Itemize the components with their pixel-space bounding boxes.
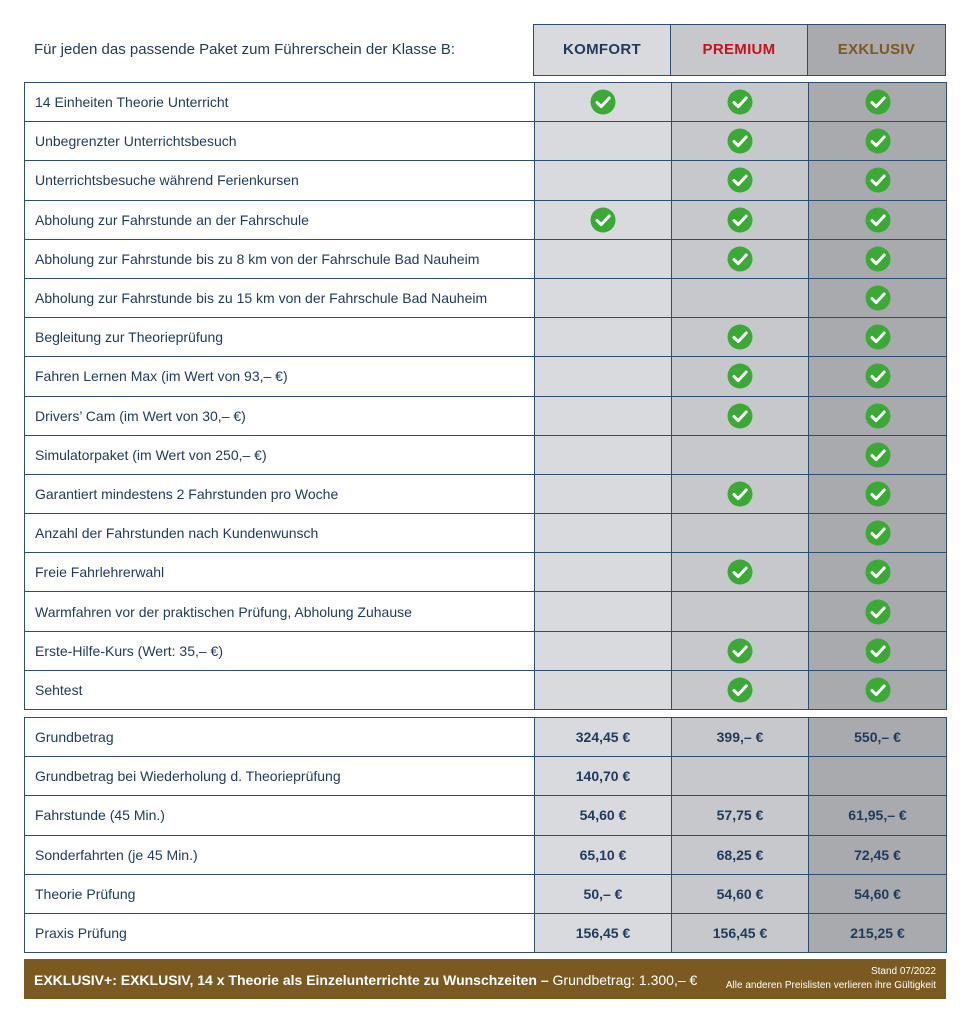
price-cell-komfort: 156,45 € bbox=[535, 913, 672, 952]
price-cell-premium: 57,75 € bbox=[672, 796, 809, 835]
price-row bbox=[25, 757, 947, 796]
check-icon bbox=[727, 207, 753, 233]
feature-cell-exklusiv bbox=[809, 239, 947, 278]
price-row bbox=[25, 835, 947, 874]
check-icon bbox=[865, 481, 891, 507]
feature-row bbox=[25, 670, 947, 709]
feature-cell-komfort bbox=[535, 278, 672, 317]
check-icon bbox=[865, 403, 891, 429]
feature-cell-exklusiv bbox=[809, 200, 947, 239]
feature-label: Begleitung zur Theorieprüfung bbox=[25, 318, 535, 357]
price-cell-exklusiv bbox=[809, 757, 947, 796]
price-cell-komfort: 140,70 € bbox=[535, 757, 672, 796]
feature-cell-exklusiv bbox=[809, 474, 947, 513]
price-cell-exklusiv: 550,– € bbox=[809, 718, 947, 757]
price-cell-premium: 54,60 € bbox=[672, 874, 809, 913]
feature-label: Abholung zur Fahrstunde bis zu 15 km von der Fahrschule Bad Nauheim bbox=[25, 278, 535, 317]
feature-cell-exklusiv bbox=[809, 553, 947, 592]
page-title: Für jeden das passende Paket zum Führerschein der Klasse B: bbox=[34, 41, 456, 58]
column-header-exklusiv: EXKLUSIV bbox=[807, 24, 946, 76]
feature-cell-komfort bbox=[535, 161, 672, 200]
check-icon bbox=[727, 481, 753, 507]
feature-cell-komfort bbox=[535, 631, 672, 670]
check-icon bbox=[727, 403, 753, 429]
feature-cell-komfort bbox=[535, 514, 672, 553]
feature-row bbox=[25, 396, 947, 435]
feature-label: Freie Fahrlehrerwahl bbox=[25, 553, 535, 592]
feature-cell-exklusiv bbox=[809, 122, 947, 161]
feature-label: Fahren Lernen Max (im Wert von 93,– €) bbox=[25, 357, 535, 396]
feature-cell-premium bbox=[672, 670, 809, 709]
price-label: Sonderfahrten (je 45 Min.) bbox=[25, 835, 535, 874]
footer-stand: Stand 07/2022 bbox=[870, 966, 936, 977]
feature-cell-komfort bbox=[535, 122, 672, 161]
check-icon bbox=[727, 363, 753, 389]
feature-label: Drivers’ Cam (im Wert von 30,– €) bbox=[25, 396, 535, 435]
feature-cell-exklusiv bbox=[809, 278, 947, 317]
feature-cell-komfort bbox=[535, 553, 672, 592]
check-icon bbox=[865, 638, 891, 664]
check-icon bbox=[865, 559, 891, 585]
feature-label: 14 Einheiten Theorie Unterricht bbox=[25, 83, 535, 122]
price-cell-premium: 156,45 € bbox=[672, 913, 809, 952]
feature-cell-premium bbox=[672, 318, 809, 357]
feature-label: Simulatorpaket (im Wert von 250,– €) bbox=[25, 435, 535, 474]
feature-cell-premium bbox=[672, 631, 809, 670]
feature-cell-komfort bbox=[535, 396, 672, 435]
feature-cell-exklusiv bbox=[809, 435, 947, 474]
check-icon bbox=[727, 246, 753, 272]
check-icon bbox=[865, 285, 891, 311]
feature-cell-komfort bbox=[535, 670, 672, 709]
check-icon bbox=[865, 89, 891, 115]
check-icon bbox=[727, 638, 753, 664]
check-icon bbox=[865, 442, 891, 468]
check-icon bbox=[727, 167, 753, 193]
price-cell-premium: 68,25 € bbox=[672, 835, 809, 874]
footer-offer-title: EXKLUSIV+: EXKLUSIV, 14 x Theorie als Einzelunterrichte zu Wunschzeiten – bbox=[34, 972, 549, 988]
check-icon bbox=[727, 89, 753, 115]
price-cell-komfort: 54,60 € bbox=[535, 796, 672, 835]
feature-row bbox=[25, 83, 947, 122]
feature-row bbox=[25, 357, 947, 396]
feature-cell-komfort bbox=[535, 474, 672, 513]
feature-cell-exklusiv bbox=[809, 670, 947, 709]
feature-row bbox=[25, 592, 947, 631]
feature-cell-komfort bbox=[535, 200, 672, 239]
feature-cell-exklusiv bbox=[809, 514, 947, 553]
footer-notice: Alle anderen Preislisten verlieren ihre Gültigkeit bbox=[725, 980, 936, 991]
check-icon bbox=[865, 599, 891, 625]
feature-row bbox=[25, 200, 947, 239]
price-cell-komfort: 50,– € bbox=[535, 874, 672, 913]
feature-cell-komfort bbox=[535, 83, 672, 122]
features-table bbox=[24, 82, 947, 710]
feature-cell-komfort bbox=[535, 318, 672, 357]
feature-cell-komfort bbox=[535, 239, 672, 278]
feature-cell-exklusiv bbox=[809, 318, 947, 357]
price-cell-exklusiv: 61,95,– € bbox=[809, 796, 947, 835]
footer-offer bbox=[34, 959, 697, 999]
check-icon bbox=[727, 677, 753, 703]
feature-cell-komfort bbox=[535, 592, 672, 631]
feature-label: Erste-Hilfe-Kurs (Wert: 35,– €) bbox=[25, 631, 535, 670]
price-cell-exklusiv: 72,45 € bbox=[809, 835, 947, 874]
price-label: Grundbetrag bbox=[25, 718, 535, 757]
check-icon bbox=[727, 559, 753, 585]
price-label: Grundbetrag bei Wiederholung d. Theorieprüfung bbox=[25, 757, 535, 796]
feature-label: Abholung zur Fahrstunde an der Fahrschule bbox=[25, 200, 535, 239]
feature-cell-premium bbox=[672, 592, 809, 631]
feature-cell-premium bbox=[672, 161, 809, 200]
check-icon bbox=[727, 324, 753, 350]
check-icon bbox=[865, 677, 891, 703]
feature-row bbox=[25, 435, 947, 474]
feature-row bbox=[25, 474, 947, 513]
price-cell-komfort: 324,45 € bbox=[535, 718, 672, 757]
feature-cell-premium bbox=[672, 239, 809, 278]
feature-cell-premium bbox=[672, 474, 809, 513]
price-label: Fahrstunde (45 Min.) bbox=[25, 796, 535, 835]
column-header-komfort: KOMFORT bbox=[533, 24, 671, 76]
feature-label: Unbegrenzter Unterrichtsbesuch bbox=[25, 122, 535, 161]
check-icon bbox=[727, 128, 753, 154]
price-cell-premium: 399,– € bbox=[672, 718, 809, 757]
check-icon bbox=[865, 520, 891, 546]
feature-label: Garantiert mindestens 2 Fahrstunden pro Woche bbox=[25, 474, 535, 513]
check-icon bbox=[590, 89, 616, 115]
feature-label: Sehtest bbox=[25, 670, 535, 709]
feature-cell-exklusiv bbox=[809, 357, 947, 396]
feature-cell-komfort bbox=[535, 435, 672, 474]
feature-label: Unterrichtsbesuche während Ferienkursen bbox=[25, 161, 535, 200]
check-icon bbox=[865, 246, 891, 272]
check-icon bbox=[865, 167, 891, 193]
check-icon bbox=[865, 128, 891, 154]
check-icon bbox=[865, 363, 891, 389]
feature-cell-premium bbox=[672, 83, 809, 122]
feature-cell-exklusiv bbox=[809, 592, 947, 631]
price-row bbox=[25, 718, 947, 757]
feature-cell-exklusiv bbox=[809, 161, 947, 200]
feature-label: Anzahl der Fahrstunden nach Kundenwunsch bbox=[25, 514, 535, 553]
feature-cell-exklusiv bbox=[809, 631, 947, 670]
feature-row bbox=[25, 514, 947, 553]
feature-row bbox=[25, 631, 947, 670]
feature-label: Warmfahren vor der praktischen Prüfung, Abholung Zuhause bbox=[25, 592, 535, 631]
table-header bbox=[24, 24, 946, 76]
prices-table bbox=[24, 717, 947, 953]
feature-cell-exklusiv bbox=[809, 83, 947, 122]
price-cell-exklusiv: 54,60 € bbox=[809, 874, 947, 913]
feature-label: Abholung zur Fahrstunde bis zu 8 km von der Fahrschule Bad Nauheim bbox=[25, 239, 535, 278]
feature-row bbox=[25, 161, 947, 200]
check-icon bbox=[590, 207, 616, 233]
feature-cell-exklusiv bbox=[809, 396, 947, 435]
price-row bbox=[25, 913, 947, 952]
price-cell-premium bbox=[672, 757, 809, 796]
check-icon bbox=[865, 207, 891, 233]
check-icon bbox=[865, 324, 891, 350]
column-header-premium: PREMIUM bbox=[670, 24, 808, 76]
price-cell-exklusiv: 215,25 € bbox=[809, 913, 947, 952]
price-label: Theorie Prüfung bbox=[25, 874, 535, 913]
feature-row bbox=[25, 278, 947, 317]
feature-row bbox=[25, 318, 947, 357]
feature-cell-premium bbox=[672, 435, 809, 474]
feature-row bbox=[25, 122, 947, 161]
feature-cell-premium bbox=[672, 396, 809, 435]
feature-cell-premium bbox=[672, 200, 809, 239]
footer-banner bbox=[24, 959, 946, 999]
feature-cell-premium bbox=[672, 122, 809, 161]
footer-validity bbox=[726, 965, 936, 993]
feature-cell-premium bbox=[672, 278, 809, 317]
feature-cell-premium bbox=[672, 514, 809, 553]
price-cell-komfort: 65,10 € bbox=[535, 835, 672, 874]
feature-cell-komfort bbox=[535, 357, 672, 396]
feature-cell-premium bbox=[672, 357, 809, 396]
footer-offer-price: Grundbetrag: 1.300,– € bbox=[552, 972, 698, 988]
price-row bbox=[25, 796, 947, 835]
feature-row bbox=[25, 239, 947, 278]
feature-cell-premium bbox=[672, 553, 809, 592]
price-label: Praxis Prüfung bbox=[25, 913, 535, 952]
feature-row bbox=[25, 553, 947, 592]
price-row bbox=[25, 874, 947, 913]
